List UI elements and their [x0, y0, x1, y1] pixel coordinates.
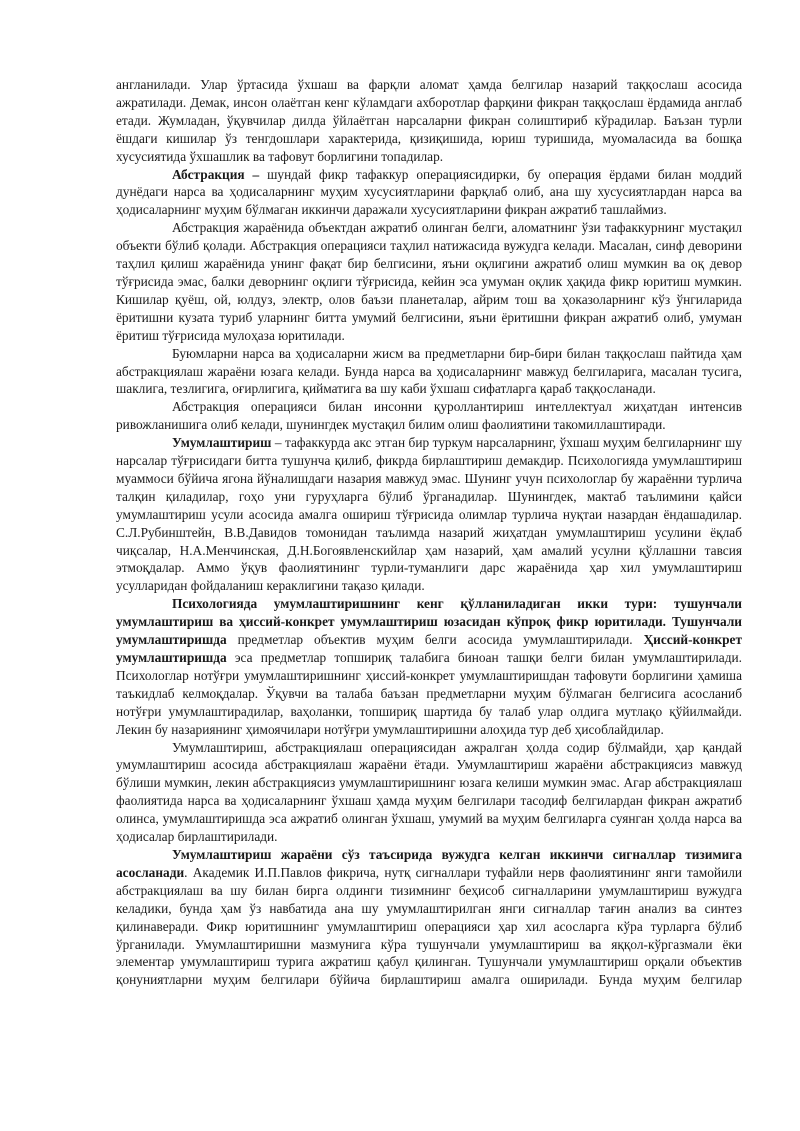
bold-phrase-signal-system: Умумлаштириш жараёни сўз таъсирида вужудга келган иккинчи сигналлар тизимига асосланади	[116, 846, 742, 880]
document-page	[116, 76, 742, 989]
paragraph-intellectual-development	[116, 398, 742, 434]
paragraph-generalization-types	[116, 595, 742, 738]
paragraph-signal-system	[116, 846, 742, 989]
paragraph-text: Абстракция жараёнида объектдан ажратиб олинган белги, аломатнинг ўзи тафаккурнинг мустақил объекти бўлиб қолади. Абстракция операцияси таҳлил натижасида вужудга келади. Масалан, синф деворини таҳлил қилиш жараёнида унинг фақат бир белгисини, яъни оқлигини ажратиб олиш мумкин ва оқ девор тўғрисида эмас, балки деворнинг оқлиги тўғрисида, кейин эса умуман оқлик ҳақида фикр юритиш мумкин. Кишилар қуёш, ой, юлдуз, электр, олов баъзи планеталар, айрим тош ва ҳоказоларнинг кўз ўнгиларида ёритишни кузата туриб уларнинг битта умумий белгисини, яъни ёритишни фикран ажратиб олиб, умуман ёритиш тўғрисида мулоҳаза юритилади.	[116, 220, 742, 343]
bold-phrase-types: Психологияда умумлаштиришнинг кенг қўлланиладиган икки тури: тушунчали умумлаштириш ва ҳиссий-конкрет умумлаштириш юзасидан кўпроқ фикр юритилади. Тушунчали умумлаштиришда	[116, 596, 742, 648]
term-abstraction: Абстракция –	[172, 166, 260, 182]
paragraph-comparison	[116, 345, 742, 399]
term-sensory-concrete: Ҳиссий-конкрет умумлаштиришда	[116, 632, 742, 665]
paragraph-text: англанилади. Улар ўртасида ўхшаш ва фарқли аломат ҳамда белгилар назарий таққослаш асосида ажратилади. Демак, инсон олаётган кенг кўламдаги ахборотлар фарқини фикран таққослаш ёрдамида англаб етади. Жумладан, ўқувчилар дилда ўйлаётган нарсаларни фикран солиштириб кўрадилар. Баъзан турли ёшдаги кишилар ўз тенгдошлари характерида, қизиқишида, юриш туришида, муомаласида ва бошқа хусусиятида ўхшашлик ва тафовут борлигини топадилар.	[116, 77, 742, 164]
paragraph-text: шундай фикр тафаккур операциясидирки, бу операция ёрдами билан моддий дунёдаги нарса ва ҳодисаларнинг муҳим хусусиятларини фарқлаб олиб, ана шу хусусиятлардан нарса ва ҳодисаларнинг муҳим бўлмаган иккинчи даражали хусусиятларини фикран ажратиб ташлаймиз.	[116, 166, 742, 218]
paragraph-text: – тафаккурда акс этган бир туркум нарсаларнинг, ўхшаш муҳим белгиларнинг шу нарсалар тўғрисидаги битта тушунча қилиб, фикрда бирлаштириш демакдир. Психологияда умумлаштириш муаммоси бўйича ягона йўналишдаги назария мавжуд эмас. Шунинг учун психологлар бу жараённи турлича талқин қиладилар, гоҳо уни гуруҳларга бўлиб ўрганадилар. Шунингдек, мактаб таълимини қайси умумлаштириш усули асосида амалга ошириш тўғрисида олимлар турлича нуқтаи назардан ёндашадилар. С.Л.Рубинштейн, В.В.Давидов томонидан таълимда назарий жиҳатдан умумлаштириш усулини ёқлаб чиқсалар, Н.А.Менчинская, Д.Н.Богоявленскийлар ҳам назарий, ҳам амалий усулни қўллашни тавсия этмоқдалар. Аммо ўқув фаолиятининг турли-туманлиги дарс жараёнида ҳар хил умумлаштириш усулларидан фойдаланиш кераклигини тақазо қилади.	[116, 435, 742, 594]
paragraph-text: эса предметлар топшириқ талабига биноан ташқи белги билан умумлаштирилади. Психологлар нотўғри умумлаштиришнинг ҳиссий-конкрет умумлаштиришдан тафовути борлигини ҳамиша таъкидлаб келмоқдалар. Ўқувчи ва талаба баъзан предметларни муҳим бўлмаган белгисига асосланиб нотўғри умумлаштирадилар, ваҳоланки, топшириқ шартида бу талаб улар олдига мутлақо қўйилмайди. Лекин бу назариянинг ҳимоячилари нотўғри умумлаштиришни алоҳида тур деб ҳисоблайдилар.	[116, 650, 742, 737]
paragraph-text: предметлар объектив муҳим белги асосида умумлаштирилади.	[226, 632, 644, 648]
paragraph-generalization-abstraction	[116, 739, 742, 846]
term-generalization: Умумлаштириш	[172, 435, 272, 451]
paragraph-generalization-definition	[116, 434, 742, 595]
paragraph-text: Абстракция операцияси билан инсонни қуроллантириш интеллектуал жиҳатдан интенсив ривожланишига олиб келади, шунингдек мустақил билим олиш фаолиятини такомиллаштиради.	[116, 399, 742, 433]
paragraph-text: . Академик И.П.Павлов фикрича, нутқ сигналлари туфайли нерв фаолиятининг янги тамойили абстракциялаш ва шу билан бирга олдинги тизимнинг беҳисоб сигналларини умумлаштириш вужудга келадики, бунда ҳам ўз навбатида ана шу умумлаштирилган янги сигналлар тағин анализ ва синтез қилинаверади. Фикр юритишнинг умумлаштириш операцияси ҳар хил асосларга кўра турларга бўлиб ўрганилади. Умумлаштиришни мазмунига кўра тушунчали умумлаштириш ва яққол-кўргазмали ёки элементар умумлаштириш турига ажратиш қабул қилинган. Тушунчали умумлаштириш орқали объектив қонуниятларни муҳим белгилари бўйича бирлаштириш амалга оширилади. Бунда муҳим белгилар	[116, 864, 742, 988]
paragraph-abstraction-process	[116, 219, 742, 344]
paragraph-1	[116, 76, 742, 166]
paragraph-text: Буюмларни нарса ва ҳодисаларни жисм ва предметларни бир-бири билан таққослаш пайтида ҳам абстракциялаш жараёни юзага келади. Бунда нарса ва ҳодисаларнинг мавжуд белгиларига, масалан тусига, шаклига, тезлигига, оғирлигига, қийматига ва шу каби ўхшаш сифатларга қараб таққосланади.	[116, 345, 742, 397]
paragraph-text: Умумлаштириш, абстракциялаш операциясидан ажралган ҳолда содир бўлмайди, ҳар қандай умумлаштириш асосида абстракциялаш жараёни ётади. Умумлаштириш жараёни абстракциясиз мавжуд бўлиши мумкин, лекин абстракциясиз умумлаштиришнинг юзага келиши мумкин эмас. Агар абстракциялаш фаолиятида нарса ва ҳодисаларнинг ўхшаш ҳамда муҳим белгилари тасодиф белгилардан фикран ажратиб олинса, умумлаштиришда эса ажратиб олинган ўхшаш, умумий ва муҳим белгиларга суянган ҳолда нарса ва ҳодисалар бирлаштирилади.	[116, 739, 742, 845]
paragraph-abstraction-definition	[116, 166, 742, 220]
